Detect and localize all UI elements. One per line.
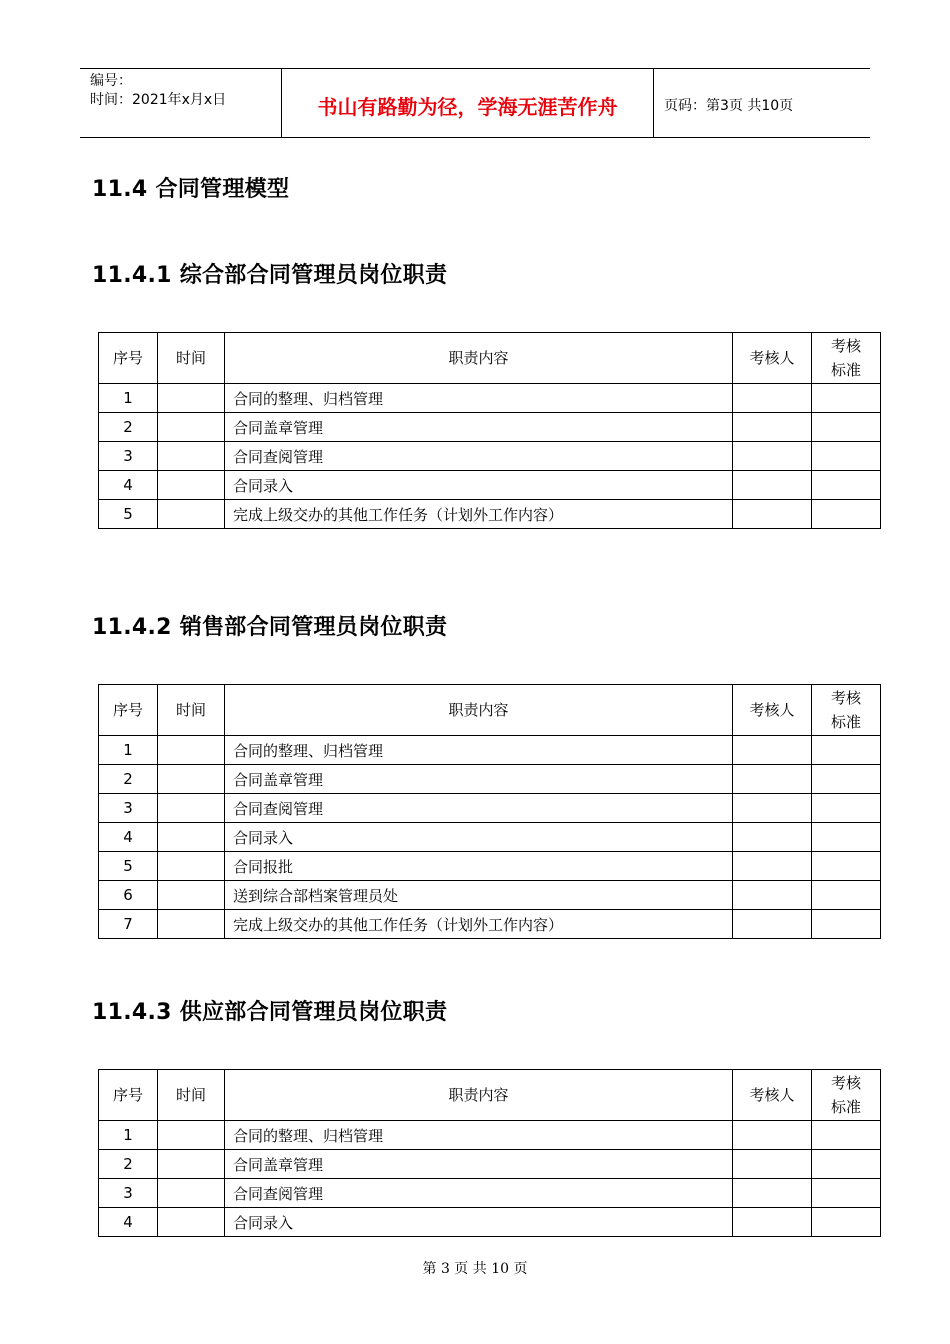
row-content: 合同的整理、归档管理 [225,384,733,413]
col-header-standard: 考核 标准 [812,1070,881,1121]
row-time [158,500,225,529]
section-title-2: 11.4.2 销售部合同管理员岗位职责 [92,615,448,640]
row-time [158,413,225,442]
col-header-standard: 考核 标准 [812,685,881,736]
table-row [99,823,881,852]
row-standard [812,1150,881,1179]
row-time [158,765,225,794]
header-page-code: 页码：第3页 共10页 [664,97,794,114]
row-assessor [733,1150,812,1179]
col-header-seq: 序号 [99,1070,158,1121]
col-header-standard: 考核 标准 [812,333,881,384]
row-assessor [733,852,812,881]
row-content: 完成上级交办的其他工作任务（计划外工作内容） [225,500,733,529]
row-content: 完成上级交办的其他工作任务（计划外工作内容） [225,910,733,939]
row-time [158,1179,225,1208]
header-number: 编号： [90,73,132,89]
row-seq: 3 [99,442,158,471]
header-date: 时间：2021年x月x日 [90,92,227,108]
row-time [158,471,225,500]
section-title-3: 11.4.3 供应部合同管理员岗位职责 [92,1000,448,1025]
row-seq: 1 [99,384,158,413]
table-row [99,1208,881,1237]
table-row [99,852,881,881]
row-standard [812,910,881,939]
col-header-assessor: 考核人 [733,1070,812,1121]
col-header-content: 职责内容 [225,333,733,384]
row-assessor [733,823,812,852]
col-header-content: 职责内容 [225,1070,733,1121]
row-assessor [733,736,812,765]
row-seq: 4 [99,823,158,852]
page-header [80,68,870,138]
col-header-assessor: 考核人 [733,333,812,384]
row-standard [812,823,881,852]
row-standard [812,1121,881,1150]
row-time [158,384,225,413]
table-row [99,881,881,910]
row-content: 合同盖章管理 [225,1150,733,1179]
row-assessor [733,384,812,413]
row-assessor [733,1179,812,1208]
table-row [99,1150,881,1179]
row-content: 合同录入 [225,471,733,500]
row-seq: 4 [99,1208,158,1237]
row-assessor [733,442,812,471]
row-seq: 7 [99,910,158,939]
table-row [99,765,881,794]
row-content: 合同的整理、归档管理 [225,1121,733,1150]
table-row [99,1121,881,1150]
row-assessor [733,881,812,910]
row-content: 合同报批 [225,852,733,881]
row-time [158,794,225,823]
row-seq: 4 [99,471,158,500]
table-header-row [99,685,881,736]
row-assessor [733,1121,812,1150]
table-row [99,794,881,823]
table-row [99,500,881,529]
row-content: 合同盖章管理 [225,413,733,442]
row-seq: 2 [99,413,158,442]
row-time [158,1121,225,1150]
duty-table-3 [98,1069,881,1237]
row-standard [812,852,881,881]
row-seq: 1 [99,736,158,765]
row-standard [812,500,881,529]
section-title-main: 11.4 合同管理模型 [92,177,290,202]
row-seq: 6 [99,881,158,910]
page-footer: 第 3 页 共 10 页 [422,1261,528,1277]
row-seq: 3 [99,794,158,823]
duty-table-2 [98,684,881,939]
col-header-time: 时间 [158,685,225,736]
table-row [99,910,881,939]
col-header-time: 时间 [158,1070,225,1121]
table-header-row [99,333,881,384]
row-content: 合同的整理、归档管理 [225,736,733,765]
row-content: 合同查阅管理 [225,794,733,823]
duty-table-1 [98,332,881,529]
col-header-seq: 序号 [99,333,158,384]
row-standard [812,413,881,442]
table-row [99,1179,881,1208]
row-standard [812,736,881,765]
row-content: 合同录入 [225,823,733,852]
row-time [158,823,225,852]
row-standard [812,471,881,500]
row-time [158,442,225,471]
table-row [99,442,881,471]
row-assessor [733,794,812,823]
row-content: 合同录入 [225,1208,733,1237]
row-seq: 5 [99,500,158,529]
row-content: 送到综合部档案管理员处 [225,881,733,910]
table-header-row [99,1070,881,1121]
row-seq: 1 [99,1121,158,1150]
row-content: 合同盖章管理 [225,765,733,794]
row-standard [812,1208,881,1237]
section-title-1: 11.4.1 综合部合同管理员岗位职责 [92,263,448,288]
row-time [158,1150,225,1179]
row-seq: 3 [99,1179,158,1208]
row-standard [812,765,881,794]
header-motto: 书山有路勤为径，学海无涯苦作舟 [282,69,654,137]
row-standard [812,1179,881,1208]
row-assessor [733,765,812,794]
row-seq: 5 [99,852,158,881]
row-time [158,881,225,910]
row-standard [812,881,881,910]
row-content: 合同查阅管理 [225,1179,733,1208]
row-time [158,736,225,765]
table-row [99,471,881,500]
table-row [99,384,881,413]
row-content: 合同查阅管理 [225,442,733,471]
row-assessor [733,413,812,442]
row-seq: 2 [99,1150,158,1179]
row-assessor [733,1208,812,1237]
table-row [99,736,881,765]
row-seq: 2 [99,765,158,794]
row-assessor [733,910,812,939]
col-header-seq: 序号 [99,685,158,736]
col-header-assessor: 考核人 [733,685,812,736]
row-standard [812,794,881,823]
row-time [158,910,225,939]
row-standard [812,384,881,413]
table-row [99,413,881,442]
row-time [158,1208,225,1237]
row-assessor [733,500,812,529]
col-header-time: 时间 [158,333,225,384]
row-time [158,852,225,881]
header-meta [80,69,282,137]
row-standard [812,442,881,471]
col-header-content: 职责内容 [225,685,733,736]
row-assessor [733,471,812,500]
